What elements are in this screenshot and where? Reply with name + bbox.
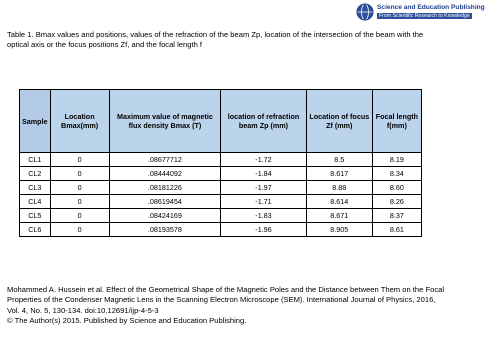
logo-title: Science and Education Publishing	[377, 4, 485, 11]
data-table	[19, 89, 422, 237]
cell-zf: 8.671	[306, 209, 372, 223]
cell-location-bmax: 0	[50, 167, 109, 181]
column-header-focal-length: Focal length f(mm)	[372, 90, 421, 153]
table-row	[20, 181, 422, 195]
table-row	[20, 153, 422, 167]
cell-max-flux: .08619454	[109, 195, 221, 209]
table-caption: Table 1. Bmax values and positions, values of the refraction of the beam Zp, location of the intersection of the beam with the optical axis or the focus positions Zf, and the focal length f	[7, 30, 424, 49]
cell-zf: 8.905	[306, 223, 372, 237]
cell-max-flux: .08677712	[109, 153, 221, 167]
cell-location-bmax: 0	[50, 223, 109, 237]
cell-location-bmax: 0	[50, 195, 109, 209]
cell-focal-length: 8.19	[372, 153, 421, 167]
cell-zp: -1.71	[221, 195, 307, 209]
column-header-max-flux-density: Maximum value of magnetic flux density Bmax (T)	[109, 90, 221, 153]
table-row	[20, 167, 422, 181]
cell-zp: -1.97	[221, 181, 307, 195]
globe-logo-icon	[356, 3, 374, 21]
cell-location-bmax: 0	[50, 181, 109, 195]
cell-max-flux: .08193578	[109, 223, 221, 237]
table-row	[20, 223, 422, 237]
table-header-row	[20, 90, 422, 153]
cell-sample: CL5	[20, 209, 51, 223]
cell-focal-length: 8.61	[372, 223, 421, 237]
cell-zp: -1.83	[221, 209, 307, 223]
cell-location-bmax: 0	[50, 209, 109, 223]
cell-zf: 8.617	[306, 167, 372, 181]
cell-max-flux: .08444092	[109, 167, 221, 181]
cell-zp: -1.72	[221, 153, 307, 167]
cell-zp: -1.96	[221, 223, 307, 237]
table-row	[20, 209, 422, 223]
cell-zf: 8.5	[306, 153, 372, 167]
cell-sample: CL4	[20, 195, 51, 209]
cell-sample: CL6	[20, 223, 51, 237]
cell-max-flux: .08181226	[109, 181, 221, 195]
cell-zp: -1.84	[221, 167, 307, 181]
column-header-location-bmax: Location Bmax(mm)	[50, 90, 109, 153]
cell-sample: CL2	[20, 167, 51, 181]
column-header-sample: Sample	[20, 90, 51, 153]
cell-location-bmax: 0	[50, 153, 109, 167]
cell-sample: CL1	[20, 153, 51, 167]
citation-footer: Mohammed A. Hussein et al. Effect of the Geometrical Shape of the Magnetic Poles and the Distance between Them on the Focal Properties of the Condenser Magnetic Lens in the Scanning Electron Microscope (SEM). International Journal of Physics, 2016, Vol. 4, No. 5, 130-134. doi:10.12691/ijp-4-5-3 © The Author(s) 2015. Published by Science and Education Publishing.	[7, 285, 445, 326]
cell-focal-length: 8.34	[372, 167, 421, 181]
cell-zf: 8.88	[306, 181, 372, 195]
cell-focal-length: 8.26	[372, 195, 421, 209]
cell-zf: 8.614	[306, 195, 372, 209]
cell-focal-length: 8.37	[372, 209, 421, 223]
column-header-refraction-beam: location of refraction beam Zp (mm)	[221, 90, 307, 153]
cell-max-flux: .08424169	[109, 209, 221, 223]
logo-subtitle: From Scientific Research to Knowledge	[379, 13, 470, 19]
cell-focal-length: 8.60	[372, 181, 421, 195]
column-header-focus-location: Location of focus Zf (mm)	[306, 90, 372, 153]
publisher-logo	[356, 2, 485, 24]
table-row	[20, 195, 422, 209]
cell-sample: CL3	[20, 181, 51, 195]
